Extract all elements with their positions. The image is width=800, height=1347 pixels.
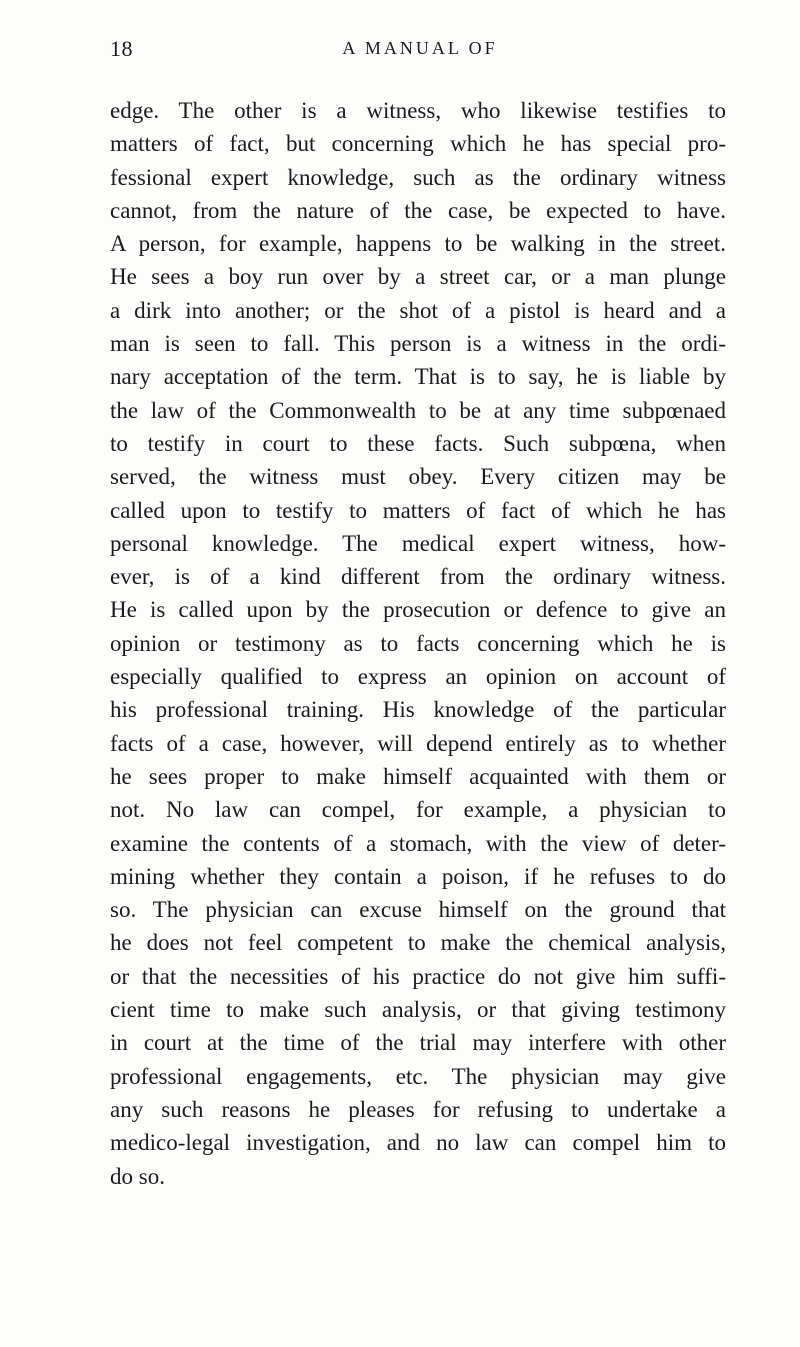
running-title: A MANUAL OF: [342, 38, 498, 58]
text-line: to testify in court to these facts. Such subpœna, when: [110, 430, 726, 456]
text-line: nary acceptation of the term. That is to say, he is liable by: [110, 364, 726, 390]
text-line: served, the witness must obey. Every citizen may be: [110, 464, 726, 490]
text-line: matters of fact, but concerning which he has special pro-: [110, 131, 726, 157]
text-line: He is called upon by the prosecution or defence to give an: [110, 597, 726, 623]
text-line: fessional expert knowledge, such as the ordinary witness: [110, 164, 726, 190]
body-paragraph: [110, 94, 726, 1193]
text-line: facts of a case, however, will depend entirely as to whether: [110, 730, 726, 756]
text-line: examine the contents of a stomach, with the view of deter-: [110, 830, 726, 856]
text-line: he sees proper to make himself acquainted with them or: [110, 763, 726, 789]
text-line: he does not feel competent to make the chemical analysis,: [110, 930, 726, 956]
text-line: He sees a boy run over by a street car, or a man plunge: [110, 264, 726, 290]
text-line: called upon to testify to matters of fact of which he has: [110, 497, 726, 523]
text-line: not. No law can compel, for example, a physician to: [110, 797, 726, 823]
text-line: especially qualified to express an opinion on account of: [110, 664, 726, 690]
page-number: 18: [110, 36, 133, 61]
text-line: ever, is of a kind different from the ordinary witness.: [110, 564, 726, 590]
text-line: man is seen to fall. This person is a witness in the ordi-: [110, 331, 726, 357]
text-line: opinion or testimony as to facts concerning which he is: [110, 630, 726, 656]
text-line: any such reasons he pleases for refusing to undertake a: [110, 1096, 726, 1122]
text-line: personal knowledge. The medical expert witness, how-: [110, 530, 726, 556]
running-head: [110, 36, 730, 66]
text-line: so. The physician can excuse himself on the ground that: [110, 897, 726, 923]
text-line: the law of the Commonwealth to be at any time subpœnaed: [110, 397, 726, 423]
text-line: his professional training. His knowledge of the particular: [110, 697, 726, 723]
text-line: in court at the time of the trial may interfere with other: [110, 1030, 726, 1056]
text-line: mining whether they contain a poison, if he refuses to do: [110, 863, 726, 889]
text-line: cient time to make such analysis, or that giving testimony: [110, 997, 726, 1023]
text-line: medico-legal investigation, and no law can compel him to: [110, 1130, 726, 1156]
text-line: a dirk into another; or the shot of a pistol is heard and a: [110, 297, 726, 323]
text-line: edge. The other is a witness, who likewise testifies to: [110, 98, 726, 123]
text-line: professional engagements, etc. The physician may give: [110, 1063, 726, 1089]
text-line: A person, for example, happens to be walking in the street.: [110, 231, 726, 257]
text-line: cannot, from the nature of the case, be expected to have.: [110, 197, 726, 223]
text-line: do so.: [110, 1163, 165, 1189]
text-line: or that the necessities of his practice do not give him suffi-: [110, 963, 726, 989]
